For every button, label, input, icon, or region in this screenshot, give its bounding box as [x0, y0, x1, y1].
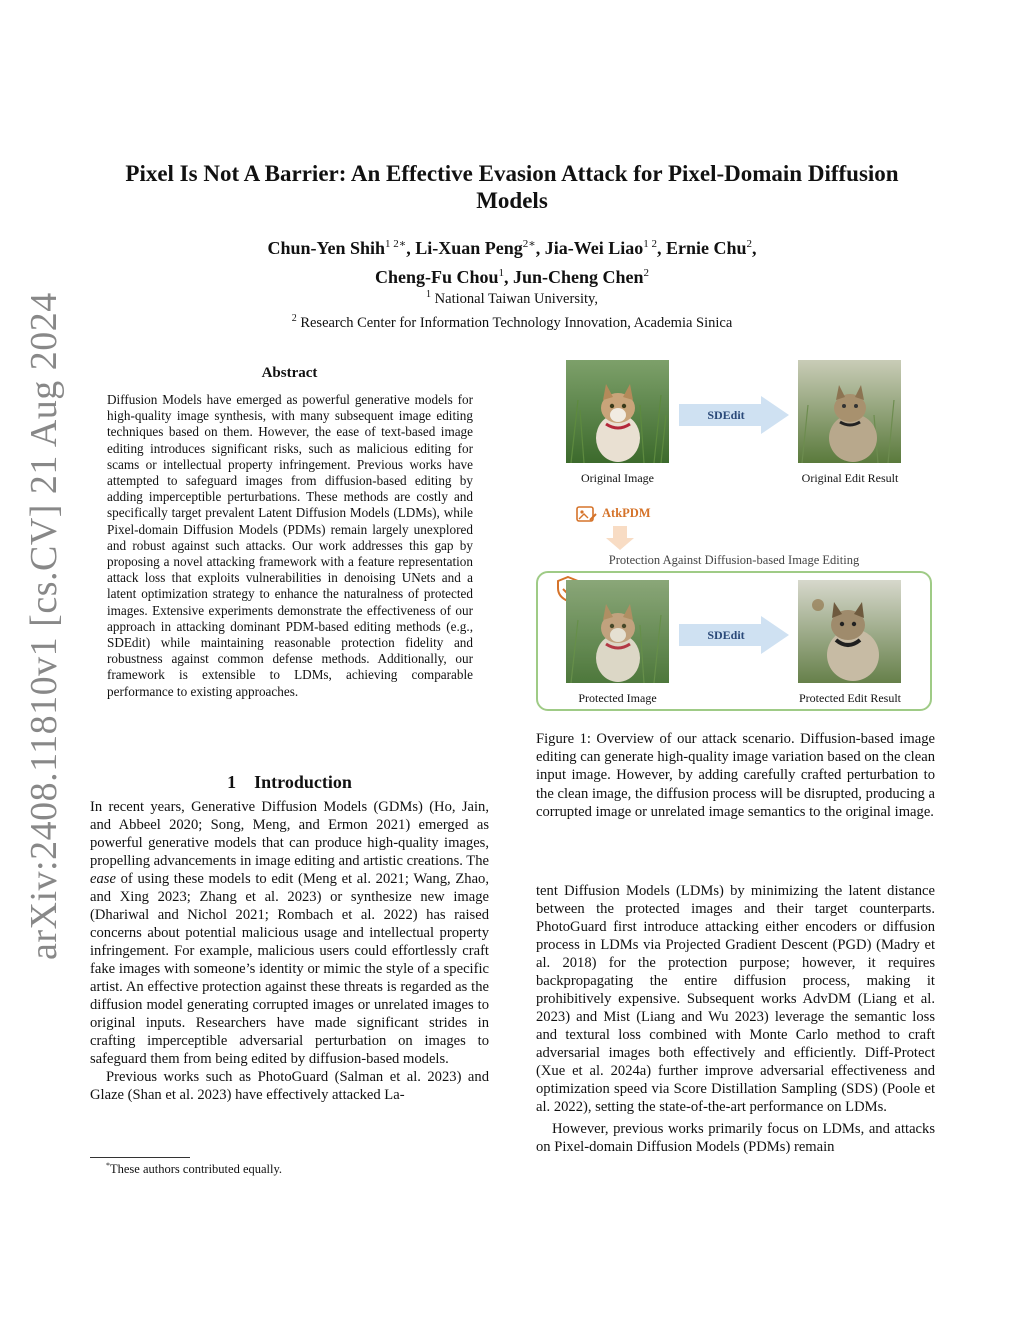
author-name: Ernie Chu	[666, 238, 747, 258]
footnote-text: These authors contributed equally.	[110, 1162, 283, 1177]
author-affil-mark: 1 2∗	[385, 238, 407, 250]
down-arrow-icon	[606, 526, 634, 550]
protected-edit-result-image	[798, 580, 901, 683]
author-affil-mark: 1 2	[643, 238, 658, 250]
author-affil-mark: 2∗	[522, 238, 536, 250]
intro-text-span: of using these models to edit (Meng et al. 2021; Wang, Zhao, and Xing 2023; Zhang et al. 2023) or synthesize new image (Dhariwal and Nichol 2021; Rombach et al. 2022) has raised concerns about potential malicious usage and intellectual property infringement. For example, malicious users could effortlessly craft fake images with someone’s identity or mimic the style of a specific artist. An effective protection against these threats is regarded as the diffusion model generating corrupted images or unrelated images to original inputs. Researchers have made significant strides in crafting imperceptible adversarial perturbation on images to safeguard them from being edited by diffusion-based models.	[90, 871, 489, 1067]
abstract-heading: Abstract	[261, 365, 318, 381]
affil-mark: 2	[291, 312, 297, 324]
label-protected-image: Protected Image	[578, 691, 657, 705]
author-affil-mark: 2	[643, 267, 650, 279]
intro-text-span: In recent years, Generative Diffusion Models (GDMs) (Ho, Jain, and Abbeel 2020; Song, Meng, and Ermon 2021) emerged as powerful generative models that can produce high-quality images, propelling advancements in image editing and artistic creations. The	[90, 799, 489, 869]
right-paragraph-1: tent Diffusion Models (LDMs) by minimizing the latent distance between the protected images and their target counterparts. PhotoGuard first introduce attacking either encoders or diffusion process in LDMs via Projected Gradient Descent (PGD) (Madry et al. 2018) for the protection purpose; however, it requires backpropagating the entire diffusion process, making it prohibitively expensive. Subsequent works AdvDM (Liang et al. 2023) and Mist (Liang and Wu 2023) leverage the semantic loss and textural loss combined with Monte Carlo method to craft adversarial images both effectively and efficiently. Diff-Protect (Xue et al. 2024a) further improve adversarial effectiveness and optimization speed via Score Distillation Sampling (SDS) (Poole et al. 2022), setting the state-of-the-art performance on LDMs.	[536, 883, 935, 1115]
sdedit-label-bottom: SDEdit	[707, 628, 745, 642]
author-name: Cheng-Fu Chou	[374, 267, 499, 287]
intro-text	[90, 798, 489, 1104]
sdedit-label-top: SDEdit	[707, 408, 745, 422]
cat-photo-original	[566, 360, 669, 463]
section-title: Introduction	[254, 772, 352, 792]
cat-photo-edited	[798, 360, 901, 463]
label-protected-edit-result: Protected Edit Result	[799, 691, 901, 705]
section-number: 1	[227, 772, 237, 792]
intro-emphasis: ease	[90, 871, 116, 887]
abstract-body: Diffusion Models have emerged as powerful generative models for high-quality image synthesis, with many subsequent image editing techniques based on them. However, the ease of text-based image editing introduces significant risks, such as malicious editing for scams or intellectual property infringement. Previous works have attempted to safeguard images from diffusion-based editing by adding imperceptible perturbations. These methods are costly and specifically target prevalent Latent Diffusion Models (LDMs), while Pixel-domain Diffusion Models (PDMs) remain largely unexplored and robust against such attacks. Our work addresses this gap by proposing a novel attacking framework with a feature representation attack loss that exploits vulnerabilities in denoising UNets and a latent optimization strategy to enhance the naturalness of protected images. Extensive experiments demonstrate the effectiveness of our approach in attacking dominant PDM-based editing methods (e.g., SDEdit) while maintaining reasonable protection fidelity and robustness against common defense methods. Additionally, our framework is extensible to LDMs, achieving comparable performance to existing approaches.	[107, 392, 473, 699]
paper-title: Pixel Is Not A Barrier: An Effective Evasion Attack for Pixel-Domain Diffusion Models	[125, 161, 899, 213]
cat-photo-protected	[566, 580, 669, 683]
intro-paragraph-2: Previous works such as PhotoGuard (Salman et al. 2023) and Glaze (Shan et al. 2023) have effectively attacked La-	[90, 1069, 489, 1103]
intro-paragraph-1	[90, 798, 489, 1068]
author-list: Chun-Yen Shih$^{1 2∗}$, Li-Xuan Peng$^{2∗}$, Jia-Wei Liao$^{1 2}$, Ernie Chu$^2$, Cheng-Fu Chou$^1$, Jun-Cheng Chen$^2$	[267, 238, 757, 287]
author-name: Chun-Yen Shih	[267, 238, 386, 258]
affiliation-line	[96, 309, 928, 333]
affil-mark: 1	[426, 289, 432, 300]
right-paragraph-2: However, previous works primarily focus on LDMs, and attacks on Pixel-domain Diffusion Models (PDMs) remain	[536, 1121, 935, 1155]
right-column-text	[536, 882, 935, 1156]
footnote-mark: *	[106, 1161, 110, 1170]
protected-image	[566, 580, 669, 683]
arxiv-identifier: arXiv:2408.11810v1 [cs.CV] 21 Aug 2024	[23, 292, 65, 960]
figure-1	[536, 358, 936, 718]
author-affil-mark: 1	[498, 267, 504, 279]
original-edit-result-image	[798, 360, 901, 463]
author-name: Jun-Cheng Chen	[512, 267, 644, 287]
author-name: Li-Xuan Peng	[415, 238, 523, 258]
figure-caption: Figure 1: Overview of our attack scenario. Diffusion-based image editing can generate high-quality image variation based on the clean input image. However, by adding carefully crafted perturbation to the clean image, the diffusion process will be disrupted, producing a corrupted image or unrelated image semantics to the original image.	[536, 731, 935, 820]
footnote	[106, 1161, 282, 1177]
image-edit-icon	[576, 504, 598, 524]
section-heading	[90, 772, 489, 793]
label-original-edit-result: Original Edit Result	[801, 471, 899, 485]
author-name: Jia-Wei Liao	[544, 238, 644, 258]
affil-text: Research Center for Information Technology Innovation, Academia Sinica	[300, 314, 733, 331]
author-affil-mark: 2	[746, 238, 753, 250]
affiliations	[96, 285, 928, 333]
footnote-rule	[90, 1157, 190, 1158]
protection-box-title: Protection Against Diffusion-based Image Editing	[608, 553, 860, 567]
atkpdm-label: AtkPDM	[602, 506, 651, 520]
original-image	[566, 360, 669, 463]
affil-text: National Taiwan University,	[434, 290, 598, 307]
label-original-image: Original Image	[581, 471, 654, 485]
affiliation-line	[96, 285, 928, 309]
corrupted-cat-photo	[798, 580, 901, 683]
